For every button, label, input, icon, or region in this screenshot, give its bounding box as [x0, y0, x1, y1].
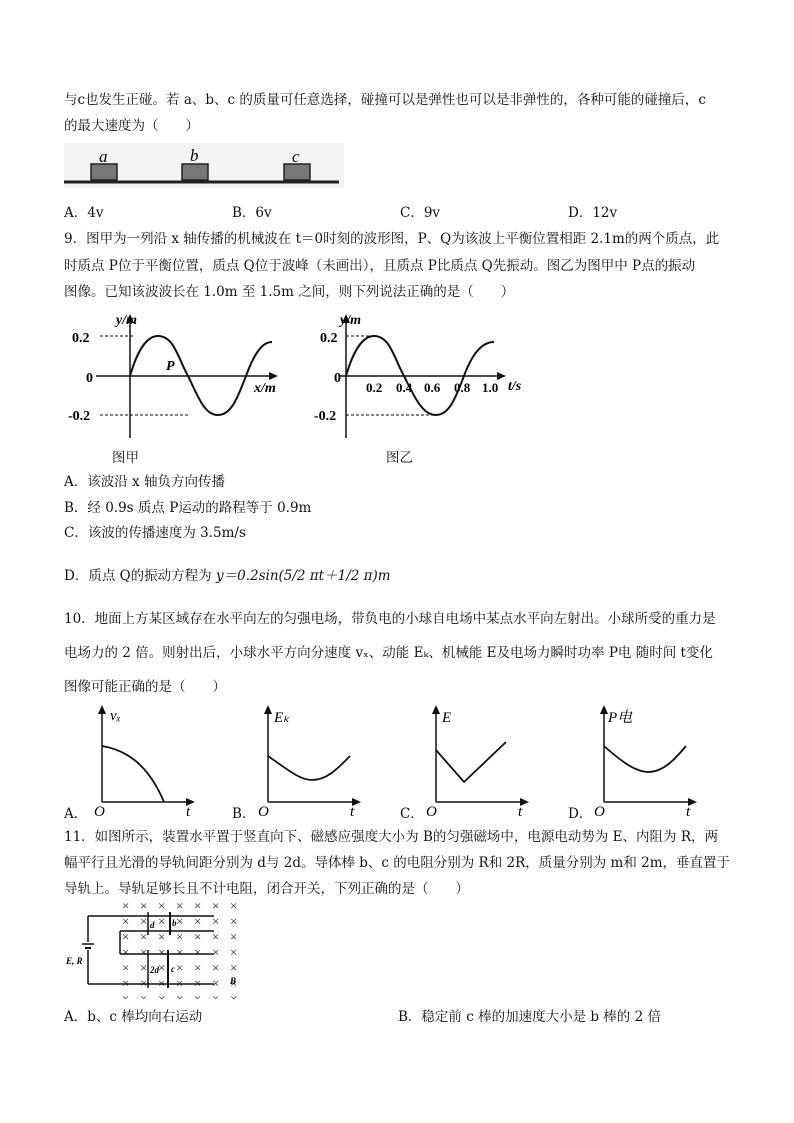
svg-text:t: t [518, 804, 523, 820]
y-bottom-label: -0.2 [68, 409, 91, 424]
svg-text:t: t [350, 804, 355, 820]
y-bottom-label: -0.2 [314, 409, 337, 424]
q9-option-d-prefix: D．质点 Q的振动方程为 [64, 568, 212, 584]
block-c [284, 164, 310, 180]
q9-line3: 图像。已知该波波长在 1.0m 至 1.5m 之间，则下列说法正确的是（ ） [64, 284, 515, 300]
q11-circuit-figure [64, 898, 254, 1003]
svg-text:2d: 2d [150, 965, 159, 975]
q10-line1: 10．地面上方某区域存在水平向左的匀强电场，带负电的小球自电场中某点水平向左射出。小球所受的重力是 [64, 611, 716, 627]
ylabel: y/m [116, 313, 137, 328]
svg-text:B: B [230, 976, 237, 986]
q8-option-b: B．6v [232, 205, 272, 221]
q10-graph-c [420, 702, 532, 820]
ylabel: y/m [340, 313, 361, 328]
svg-text:O: O [594, 804, 605, 820]
q11-option-b: B．稳定前 c 棒的加速度大小是 b 棒的 2 倍 [398, 1009, 661, 1025]
svg-text:P电: P电 [608, 710, 633, 726]
svg-text:d: d [150, 920, 155, 930]
caption-jia: 图甲 [112, 450, 139, 466]
svg-text:E, R: E, R [66, 956, 83, 966]
xlabel: x/m [254, 381, 276, 396]
q11-line2: 幅平行且光滑的导轨间距分别为 d与 2d。导体棒 b、c 的电阻分别为 R和 2R，质量分别为 m和 2m，垂直置于 [64, 855, 731, 871]
q9-option-a: A．该波沿 x 轴负方向传播 [64, 474, 225, 490]
q9-option-b: B．经 0.9s 质点 P运动的路程等于 0.9m [64, 500, 312, 516]
tick-0.2: 0.2 [366, 380, 383, 395]
curve-a [102, 746, 164, 802]
q11-option-a: A．b、c 棒均向右运动 [64, 1009, 203, 1025]
svg-text:b: b [172, 918, 177, 928]
point-p-label: P [166, 359, 175, 374]
svg-text:vₓ: vₓ [110, 708, 121, 724]
tick-1.0: 1.0 [482, 380, 499, 395]
svg-text:O: O [258, 804, 269, 820]
block-a [91, 164, 117, 180]
svg-text:O: O [94, 804, 105, 820]
q8-option-d: D．12v [568, 205, 618, 221]
y-top-label: 0.2 [72, 331, 90, 346]
q10-graph-b [252, 702, 364, 820]
q10-option-c-label: C． [400, 806, 424, 822]
q8-option-a: A．4v [64, 205, 104, 221]
origin-label: 0 [86, 371, 93, 386]
wave-graph-jia [66, 312, 286, 440]
q8-option-c: C．9v [400, 205, 441, 221]
svg-text:t: t [686, 804, 691, 820]
tick-0.4: 0.4 [396, 380, 413, 395]
q8-blocks-figure [64, 143, 344, 188]
q8-line1: 与c也发生正碰。若 a、b、c 的质量可任意选择，碰撞可以是弹性也可以是非弹性的，各种可能的碰撞后，c [64, 92, 706, 108]
curve-b [268, 756, 350, 780]
svg-text:O: O [426, 804, 437, 820]
vibration-graph-yi [310, 312, 540, 440]
q10-option-a-label: A． [64, 806, 88, 822]
tick-0.6: 0.6 [424, 380, 441, 395]
q11-line1: 11．如图所示，装置水平置于竖直向下、磁感应强度大小为 B的匀强磁场中，电源电动势为 E、内阻为 R，两 [64, 829, 718, 845]
q9-option-d [64, 566, 391, 586]
q10-graph-d [588, 702, 700, 820]
svg-text:E: E [442, 710, 452, 726]
tick-0.8: 0.8 [454, 380, 471, 395]
q8-line2: 的最大速度为（ ） [64, 118, 199, 134]
q9-option-d-equation: y＝0.2sin(5/2 πt＋1/2 π)m [215, 568, 391, 584]
q10-option-d-label: D． [568, 806, 593, 822]
q9-line2: 时质点 P位于平衡位置，质点 Q位于波峰（未画出），且质点 P比质点 Q先振动。图乙为图甲中 P点的振动 [64, 258, 696, 274]
svg-text:t: t [186, 804, 191, 820]
block-b [182, 164, 208, 180]
q10-line3: 图像可能正确的是（ ） [64, 679, 226, 695]
curve-c [436, 742, 506, 782]
caption-yi: 图乙 [386, 450, 413, 466]
svg-text:c: c [171, 964, 175, 974]
block-a-label: a [99, 147, 108, 166]
q9-option-c: C．该波的传播速度为 3.5m/s [64, 525, 246, 541]
y-top-label: 0.2 [320, 331, 338, 346]
curve-d [604, 746, 686, 772]
svg-text:Eₖ: Eₖ [274, 710, 290, 726]
q10-line2: 电场力的 2 倍。则射出后，小球水平方向分速度 vₓ、动能 Eₖ、机械能 E及电场力瞬时功率 P电 随时间 t变化 [64, 645, 713, 661]
q10-graph-a [86, 702, 198, 820]
xlabel: t/s [508, 379, 522, 394]
q9-line1: 9．图甲为一列沿 x 轴传播的机械波在 t＝0时刻的波形图，P、Q为该波上平衡位置相距 2.1m的两个质点，此 [64, 231, 720, 247]
q11-line3: 导轨上。导轨足够长且不计电阻，闭合开关，下列正确的是（ ） [64, 881, 469, 897]
origin-label: 0 [334, 371, 341, 386]
block-c-label: c [292, 147, 300, 166]
block-b-label: b [190, 146, 199, 165]
q10-option-b-label: B． [232, 806, 256, 822]
